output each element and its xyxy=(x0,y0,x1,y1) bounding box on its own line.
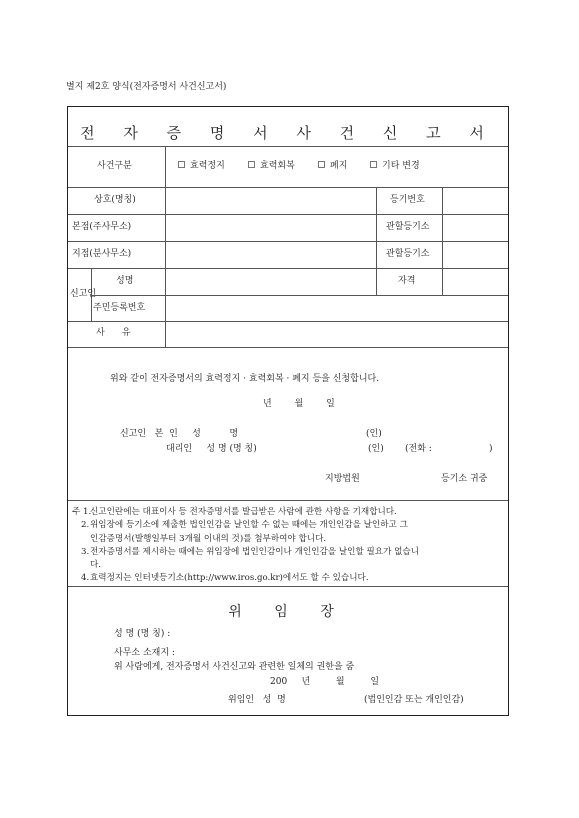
principal-label: 신고인 본 인 성 명 xyxy=(120,429,239,439)
delegate-name-label: 성 명 (명 칭) : xyxy=(114,629,171,639)
qualification-label: 자격 xyxy=(398,276,416,286)
col-divider xyxy=(165,146,166,187)
form-number-label: 별지 제2호 양식(전자증명서 사건신고서) xyxy=(66,82,227,92)
form-title: 전 자 증 명 서 사 건 신 고 서 xyxy=(80,124,496,142)
row-divider xyxy=(68,321,508,322)
reason-label: 사 유 xyxy=(96,328,131,338)
delegator-label: 위임인 성 명 xyxy=(228,695,286,705)
notes-section xyxy=(72,506,504,586)
option-other-change[interactable]: 기타 변경 xyxy=(370,162,420,171)
col-divider xyxy=(165,187,166,347)
name-label: 성명 xyxy=(116,276,134,286)
resident-no-label: 주민등록번호 xyxy=(93,303,146,313)
col-divider xyxy=(442,187,443,295)
col-divider xyxy=(376,187,377,295)
note-item: 2. 위임장에 등기소에 제출한 법인인감을 날인할 수 없는 때에는 개인인감을 날인하고 그 인감증명서(발행일부터 3개월 이내의 것)를 첨부하여야 합니다. xyxy=(81,520,408,544)
statement-text: 위와 같이 전자증명서의 효력정지 · 효력회복 · 폐지 등을 신청합니다. xyxy=(110,374,380,384)
branch-label: 지점(분사무소) xyxy=(72,249,132,259)
checkbox-icon[interactable] xyxy=(318,161,325,168)
delegation-date: 200 년 월 일 xyxy=(270,677,380,687)
note-item: 주 1. 신고인란에는 대표이사 등 전자증명서를 발급받은 사람에 관한 사항을 기재합니다. xyxy=(72,507,397,517)
delegation-title: 위 임 장 xyxy=(228,604,348,620)
principal-seal: (인) xyxy=(366,429,382,439)
row-divider xyxy=(68,586,508,587)
delegator-seal: (법인인감 또는 개인인감) xyxy=(364,695,464,705)
registry-addressee: 등기소 귀중 xyxy=(441,474,488,484)
row-divider xyxy=(68,347,508,348)
note-item: 3. 전자증명서를 제시하는 때에는 위임장에 법인인감이나 개인인감을 날인할 필요가 없습니 다. xyxy=(81,546,420,571)
court-label: 지방법원 xyxy=(325,474,360,484)
phone-label: (전화 : ) xyxy=(405,444,493,454)
option-restore[interactable]: 효력회복 xyxy=(248,162,295,171)
row-divider xyxy=(68,146,508,147)
delegation-text: 위 사람에게, 전자증명서 사건신고와 관련한 일체의 권한을 줌 xyxy=(114,662,355,672)
note-item: 4. 효력정지는 인터넷등기소(http://www.iros.go.kr)에서도 할 수 있습니다. xyxy=(81,573,369,584)
branch-registry-label: 관할등기소 xyxy=(386,249,430,259)
checkbox-icon[interactable] xyxy=(370,161,377,168)
checkbox-icon[interactable] xyxy=(178,161,185,168)
checkbox-icon[interactable] xyxy=(248,161,255,168)
row-divider xyxy=(91,295,508,296)
option-abolish[interactable]: 폐지 xyxy=(318,162,347,171)
trade-name-label: 상호(명칭) xyxy=(94,195,136,205)
delegate-office-label: 사무소 소재지 : xyxy=(114,648,175,658)
row-divider xyxy=(68,500,508,501)
head-registry-label: 관할등기소 xyxy=(386,222,430,232)
registration-no-label: 등기번호 xyxy=(390,195,425,205)
statement-date: 년 월 일 xyxy=(263,399,335,409)
reporter-label: 신고인 xyxy=(70,289,97,299)
option-suspend[interactable]: 효력정지 xyxy=(178,162,225,171)
agent-label: 대리인 성 명 (명 칭) xyxy=(166,444,257,454)
case-type-label: 사건구분 xyxy=(97,161,132,171)
report-form xyxy=(67,106,509,716)
agent-seal: (인) xyxy=(368,444,384,454)
head-office-label: 본점(주사무소) xyxy=(72,222,132,232)
